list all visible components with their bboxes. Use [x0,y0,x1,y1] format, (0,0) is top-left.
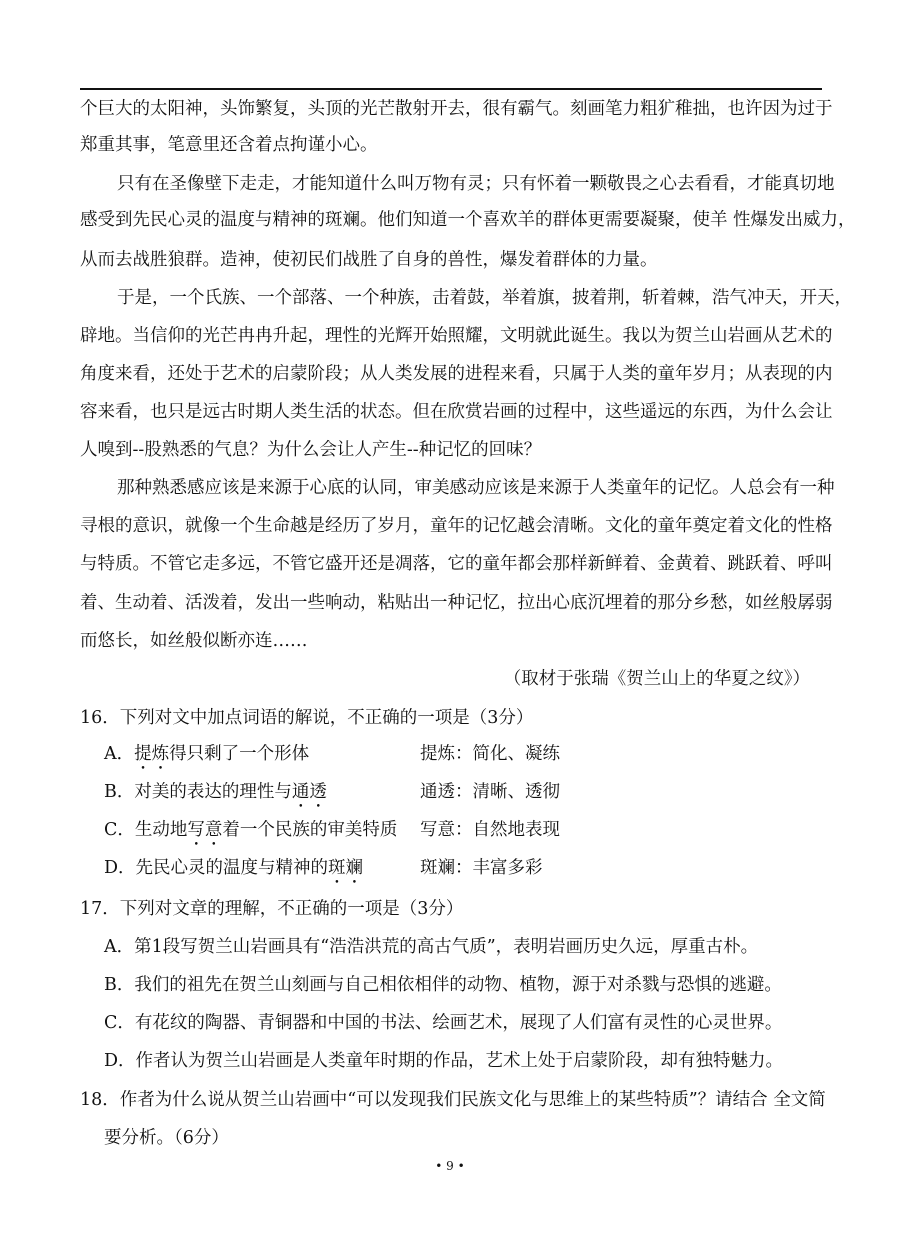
option-a [104,742,309,766]
emphasized-word: 提炼 [134,744,170,764]
option-b [104,780,327,804]
option-text-pre: 先民心灵的温度与精神的 [135,858,329,878]
passage-line: 于是，一个氏族、一个部落、一个种族，击着鼓，举着旗，披着荆，斩着棘，浩气冲天，开天， [117,288,852,308]
emphasized-word: 斑斓 [328,858,364,878]
passage-line: 只有在圣像壁下走走，才能知道什么叫万物有灵；只有怀着一颗敬畏之心去看看，才能真切地 [117,174,835,194]
option-b-explanation: 通透：清晰、透彻 [420,782,560,802]
passage-line: 个巨大的太阳神，头饰繁复，头顶的光芒散射开去，很有霸气。刻画笔力粗犷稚拙，也许因为过于 [80,99,833,119]
option-a-explanation: 提炼：简化、凝练 [420,744,560,764]
question-stem: 17．下列对文章的理解，不正确的一项是（3分） [80,899,464,919]
passage-line: 那种熟悉感应该是来源于心底的认同，审美感动应该是来源于人类童年的记忆。人总会有一种 [117,478,835,498]
option-d: D．作者认为贺兰山岩画是人类童年时期的作品，艺术上处于启蒙阶段，却有独特魅力。 [104,1051,784,1071]
emphasized-word: 写意 [187,820,223,840]
passage-line: 感受到先民心灵的温度与精神的斑斓。他们知道一个喜欢羊的群体更需要凝聚，使羊 性爆发出威力， [80,210,856,230]
passage-line: 辟地。当信仰的光芒冉冉升起，理性的光辉开始照耀，文明就此诞生。我以为贺兰山岩画从艺术的 [80,326,833,346]
passage-line: 与特质。不管它走多远，不管它盛开还是凋落，它的童年都会那样新鲜着、金黄着、跳跃着、呼叫 [80,554,833,574]
passage-line: 寻根的意识，就像一个生命越是经历了岁月，童年的记忆越会清晰。文化的童年奠定着文化的性格 [80,516,833,536]
question-stem: 16．下列对文中加点词语的解说，不正确的一项是（3分） [80,708,534,728]
option-text-pre: 对美的表达的理性与 [134,782,292,802]
header-rule [80,88,822,90]
option-d-explanation: 斑斓：丰富多彩 [420,858,543,878]
passage-source: （取材于张瑞《贺兰山上的华夏之纹》） [503,669,810,689]
passage-line: 容来看，也只是远古时期人类生活的状态。但在欣赏岩画的过程中，这些遥远的东西，为什么会让 [80,402,833,422]
option-text-post: 得只剩了一个形体 [169,744,310,764]
option-c [104,818,397,842]
option-c-explanation: 写意：自然地表现 [420,820,560,840]
question-stem-continued: 要分析。（6分） [104,1128,229,1148]
passage-line: 而悠长，如丝般似断亦连…… [80,631,308,651]
option-c: C．有花纹的陶器、青铜器和中国的书法、绘画艺术，展现了人们富有灵性的心灵世界。 [104,1013,783,1033]
emphasized-word: 通透 [291,782,327,802]
passage-line: 人嗅到--股熟悉的气息？为什么会让人产生--种记忆的回味？ [80,440,542,460]
passage-line: 郑重其事，笔意里还含着点拘谨小心。 [80,135,378,155]
page-number: • 9 • [435,1159,465,1173]
question-stem: 18．作者为什么说从贺兰山岩画中“可以发现我们民族文化与思维上的某些特质”？请结合 全文简 [80,1090,826,1110]
passage-line: 着、生动着、活泼着，发出一些响动，粘贴出一种记忆，拉出心底沉埋着的那分乡愁，如丝般孱弱 [80,593,833,613]
passage-line: 角度来看，还处于艺术的启蒙阶段；从人类发展的进程来看，只属于人类的童年岁月；从表现的内 [80,364,833,384]
option-letter: C． [104,820,135,840]
passage-line: 从而去战胜狼群。造神，使初民们战胜了自身的兽性，爆发着群体的力量。 [80,250,658,270]
option-b: B．我们的祖先在贺兰山刻画与自己相依相伴的动物、植物，源于对杀戮与恐惧的逃避。 [104,975,782,995]
option-d [104,856,363,880]
option-text-post: 着一个民族的审美特质 [222,820,398,840]
option-text-pre: 生动地 [134,820,188,840]
option-a: A．第1段写贺兰山岩画具有“浩浩洪荒的高古气质”，表明岩画历史久远，厚重古朴。 [104,937,759,957]
option-letter: D． [104,858,136,878]
option-letter: B． [104,782,135,802]
option-letter: A． [104,744,135,764]
